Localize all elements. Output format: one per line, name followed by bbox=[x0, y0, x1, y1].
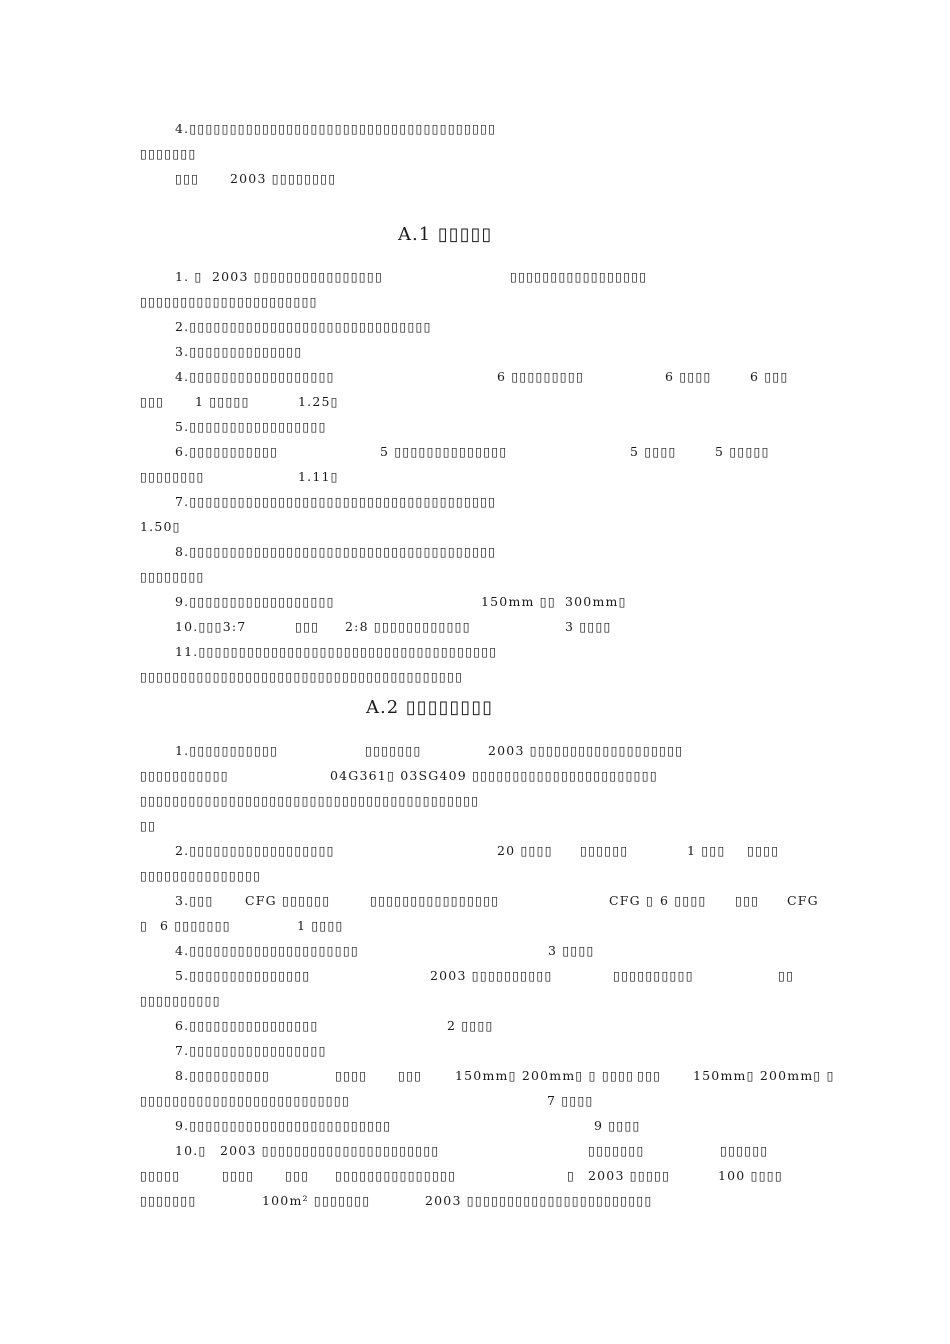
a2-item-3-seg-5: 6 ▯▯▯▯ bbox=[660, 893, 707, 908]
a1-item-6-seg-4: 5 ▯▯▯▯▯ bbox=[715, 444, 770, 459]
a2-item-8-cont-seg-2: 7 ▯▯▯▯ bbox=[547, 1093, 594, 1108]
a1-item-2: 2.▯▯▯▯▯▯▯▯▯▯▯▯▯▯▯▯▯▯▯▯▯▯▯▯▯▯▯▯▯▯ bbox=[175, 319, 432, 334]
ref-year: 2003 ▯▯▯▯▯▯▯▯ bbox=[230, 171, 337, 186]
a2-item-3-seg-7: CFG bbox=[787, 893, 819, 908]
a2-item-10-cont-seg-1: ▯▯▯▯▯ bbox=[140, 1168, 181, 1183]
a1-item-6-cont-seg-1: ▯▯▯▯▯▯▯▯ bbox=[140, 469, 205, 484]
a2-item-3-seg-2: CFG ▯▯▯▯▯▯ bbox=[245, 893, 331, 908]
a2-item-3-cont-seg-1: ▯ bbox=[140, 918, 149, 933]
a1-item-4-seg-3: 6 ▯▯▯▯ bbox=[665, 369, 712, 384]
a2-item-9-seg-1: 9.▯▯▯▯▯▯▯▯▯▯▯▯▯▯▯▯▯▯▯▯▯▯▯▯▯ bbox=[175, 1118, 392, 1133]
a2-item-8-seg-6: 150mm▯ 200mm▯ ▯ bbox=[693, 1068, 835, 1083]
a1-item-8: 8.▯▯▯▯▯▯▯▯▯▯▯▯▯▯▯▯▯▯▯▯▯▯▯▯▯▯▯▯▯▯▯▯▯▯▯▯▯▯ bbox=[175, 544, 497, 559]
a2-item-1-seg-1: 1.▯▯▯▯▯▯▯▯▯▯▯ bbox=[175, 743, 279, 758]
a1-item-3: 3.▯▯▯▯▯▯▯▯▯▯▯▯▯▯ bbox=[175, 344, 303, 359]
a2-item-10-cont2-seg-3: 2003 ▯▯▯▯▯▯▯▯▯▯▯▯▯▯▯▯▯▯▯▯▯▯▯ bbox=[425, 1193, 653, 1208]
a2-item-3-seg-3: ▯▯▯▯▯▯▯▯▯▯▯▯▯▯▯▯ bbox=[370, 893, 500, 908]
a2-item-2-seg-5: ▯▯▯▯ bbox=[747, 843, 780, 858]
a2-item-2-seg-1: 2.▯▯▯▯▯▯▯▯▯▯▯▯▯▯▯▯▯▯ bbox=[175, 843, 335, 858]
a2-item-8-seg-5: ▯▯▯ bbox=[637, 1068, 662, 1083]
a2-item-10-cont2-seg-2: 100m² ▯▯▯▯▯▯▯ bbox=[262, 1193, 371, 1208]
a2-item-10-cont-seg-2: ▯▯▯▯ bbox=[222, 1168, 255, 1183]
a1-item-4-seg-4: 6 ▯▯▯ bbox=[750, 369, 789, 384]
a2-item-10-cont2-seg-1: ▯▯▯▯▯▯▯ bbox=[140, 1193, 197, 1208]
a2-item-5-seg-4: ▯▯ bbox=[778, 968, 795, 983]
a1-item-6-cont-seg-2: 1.11▯ bbox=[298, 469, 339, 484]
a1-item-6-seg-1: 6.▯▯▯▯▯▯▯▯▯▯▯ bbox=[175, 444, 279, 459]
a1-item-11-cont: ▯▯▯▯▯▯▯▯▯▯▯▯▯▯▯▯▯▯▯▯▯▯▯▯▯▯▯▯▯▯▯▯▯▯▯▯▯▯▯▯ bbox=[140, 669, 464, 684]
a2-item-3-seg-4: CFG ▯ bbox=[609, 893, 655, 908]
a2-item-10-cont-seg-7: 100 ▯▯▯▯ bbox=[718, 1168, 783, 1183]
a2-item-8-seg-3: ▯▯▯ bbox=[398, 1068, 423, 1083]
ref-prefix: ▯▯▯ bbox=[175, 171, 200, 186]
a2-item-7: 7.▯▯▯▯▯▯▯▯▯▯▯▯▯▯▯▯▯ bbox=[175, 1043, 327, 1058]
a1-item-8-cont: ▯▯▯▯▯▯▯▯ bbox=[140, 569, 205, 584]
a2-item-8-seg-4: 150mm▯ 200mm▯ ▯ ▯▯▯▯ bbox=[455, 1068, 635, 1083]
section-a2-heading: A.2 ▯▯▯▯▯▯▯▯ bbox=[366, 697, 494, 718]
a1-item-4-cont-seg-1: ▯▯▯ bbox=[140, 394, 165, 409]
a1-item-7: 7.▯▯▯▯▯▯▯▯▯▯▯▯▯▯▯▯▯▯▯▯▯▯▯▯▯▯▯▯▯▯▯▯▯▯▯▯▯▯ bbox=[175, 494, 497, 509]
a2-item-2-seg-4: 1 ▯▯▯ bbox=[687, 843, 726, 858]
a1-item-6-seg-3: 5 ▯▯▯▯ bbox=[630, 444, 677, 459]
a1-item-1-cont: ▯▯▯▯▯▯▯▯▯▯▯▯▯▯▯▯▯▯▯▯▯▯ bbox=[140, 294, 318, 309]
a2-item-5-cont: ▯▯▯▯▯▯▯▯▯▯ bbox=[140, 993, 221, 1008]
a1-item-9-seg-1: 9.▯▯▯▯▯▯▯▯▯▯▯▯▯▯▯▯▯▯ bbox=[175, 594, 335, 609]
a1-item-4-cont-seg-3: 1.25▯ bbox=[298, 394, 339, 409]
a2-item-10-seg-4: ▯▯▯▯▯▯ bbox=[720, 1143, 769, 1158]
a2-item-9-seg-2: 9 ▯▯▯▯ bbox=[594, 1118, 641, 1133]
a2-item-3-cont-seg-2: 6 ▯▯▯▯▯▯▯ bbox=[160, 918, 231, 933]
a2-item-3-seg-6: ▯▯▯ bbox=[735, 893, 760, 908]
a2-item-10-cont-seg-5: ▯ bbox=[567, 1168, 576, 1183]
a2-item-5-seg-1: 5.▯▯▯▯▯▯▯▯▯▯▯▯▯▯▯ bbox=[175, 968, 311, 983]
a2-item-6-seg-2: 2 ▯▯▯▯ bbox=[447, 1018, 494, 1033]
a1-item-10-seg-3: 2:8 ▯▯▯▯▯▯▯▯▯▯▯▯ bbox=[345, 619, 471, 634]
a2-item-1-cont-seg-2: 04G361▯ 03SG409 ▯▯▯▯▯▯▯▯▯▯▯▯▯▯▯▯▯▯▯▯▯▯▯ bbox=[330, 768, 658, 783]
a2-item-8-cont-seg-1: ▯▯▯▯▯▯▯▯▯▯▯▯▯▯▯▯▯▯▯▯▯▯▯▯▯▯ bbox=[140, 1093, 351, 1108]
a1-item-10-seg-1: 10.▯▯▯3:7 bbox=[175, 619, 247, 634]
a2-item-10-seg-1: 10.▯ bbox=[175, 1143, 207, 1158]
a1-item-1-seg-3: ▯▯▯▯▯▯▯▯▯▯▯▯▯▯▯▯▯ bbox=[510, 269, 648, 284]
a2-item-10-cont-seg-4: ▯▯▯▯▯▯▯▯▯▯▯▯▯▯▯ bbox=[335, 1168, 457, 1183]
a1-item-1-seg-2: 2003 ▯▯▯▯▯▯▯▯▯▯▯▯▯▯▯▯ bbox=[212, 269, 384, 284]
a2-item-1-cont3: ▯▯ bbox=[140, 818, 157, 833]
a2-item-8-seg-2: ▯▯▯▯ bbox=[335, 1068, 368, 1083]
a2-item-3-cont-seg-3: 1 ▯▯▯▯ bbox=[297, 918, 344, 933]
a1-item-4-seg-1: 4.▯▯▯▯▯▯▯▯▯▯▯▯▯▯▯▯▯▯ bbox=[175, 369, 335, 384]
a1-item-4-cont-seg-2: 1 ▯▯▯▯▯ bbox=[195, 394, 250, 409]
a1-item-10-seg-4: 3 ▯▯▯▯ bbox=[565, 619, 612, 634]
a1-item-6-seg-2: 5 ▯▯▯▯▯▯▯▯▯▯▯▯▯▯ bbox=[380, 444, 508, 459]
a2-item-2-seg-2: 20 ▯▯▯▯ bbox=[497, 843, 553, 858]
a2-item-2-seg-3: ▯▯▯▯▯▯ bbox=[580, 843, 629, 858]
a1-item-9-seg-2: 150mm ▯▯ bbox=[481, 594, 556, 609]
a2-item-5-seg-3: ▯▯▯▯▯▯▯▯▯▯ bbox=[613, 968, 694, 983]
section-a1-heading: A.1 ▯▯▯▯▯ bbox=[398, 224, 493, 245]
a1-item-4-seg-2: 6 ▯▯▯▯▯▯▯▯▯ bbox=[497, 369, 585, 384]
a1-item-11: 11.▯▯▯▯▯▯▯▯▯▯▯▯▯▯▯▯▯▯▯▯▯▯▯▯▯▯▯▯▯▯▯▯▯▯▯▯▯ bbox=[175, 644, 498, 659]
a2-item-5-seg-2: 2003 ▯▯▯▯▯▯▯▯▯▯ bbox=[430, 968, 553, 983]
a2-item-10-cont-seg-6: 2003 ▯▯▯▯▯ bbox=[588, 1168, 671, 1183]
a2-item-1-cont2: ▯▯▯▯▯▯▯▯▯▯▯▯▯▯▯▯▯▯▯▯▯▯▯▯▯▯▯▯▯▯▯▯▯▯▯▯▯▯▯▯▯▯ bbox=[140, 793, 480, 808]
intro-item-4-line-1: 4.▯▯▯▯▯▯▯▯▯▯▯▯▯▯▯▯▯▯▯▯▯▯▯▯▯▯▯▯▯▯▯▯▯▯▯▯▯▯ bbox=[175, 121, 497, 136]
a2-item-10-seg-3: ▯▯▯▯▯▯▯ bbox=[588, 1143, 645, 1158]
a1-item-9-seg-3: 300mm▯ bbox=[565, 594, 627, 609]
a2-item-10-cont-seg-3: ▯▯▯ bbox=[285, 1168, 310, 1183]
a2-item-1-cont-seg-1: ▯▯▯▯▯▯▯▯▯▯▯ bbox=[140, 768, 229, 783]
a2-item-6-seg-1: 6.▯▯▯▯▯▯▯▯▯▯▯▯▯▯▯▯ bbox=[175, 1018, 319, 1033]
a1-item-7-cont: 1.50▯ bbox=[140, 519, 181, 534]
a2-item-10-seg-2: 2003 ▯▯▯▯▯▯▯▯▯▯▯▯▯▯▯▯▯▯▯▯▯▯ bbox=[220, 1143, 440, 1158]
a2-item-8-seg-1: 8.▯▯▯▯▯▯▯▯▯▯ bbox=[175, 1068, 271, 1083]
a2-item-1-seg-2: ▯▯▯▯▯▯▯ bbox=[365, 743, 422, 758]
a1-item-5: 5.▯▯▯▯▯▯▯▯▯▯▯▯▯▯▯▯▯ bbox=[175, 419, 327, 434]
a2-item-4-seg-1: 4.▯▯▯▯▯▯▯▯▯▯▯▯▯▯▯▯▯▯▯▯▯ bbox=[175, 943, 359, 958]
a2-item-4-seg-2: 3 ▯▯▯▯ bbox=[548, 943, 595, 958]
a1-item-10-seg-2: ▯▯▯ bbox=[295, 619, 320, 634]
a1-item-1-seg-1: 1. ▯ bbox=[175, 269, 203, 284]
a2-item-2-cont: ▯▯▯▯▯▯▯▯▯▯▯▯▯▯▯ bbox=[140, 868, 262, 883]
a2-item-1-seg-3: 2003 ▯▯▯▯▯▯▯▯▯▯▯▯▯▯▯▯▯▯▯ bbox=[488, 743, 684, 758]
intro-item-4-line-2: ▯▯▯▯▯▯▯ bbox=[140, 146, 197, 161]
a2-item-3-seg-1: 3.▯▯▯ bbox=[175, 893, 214, 908]
